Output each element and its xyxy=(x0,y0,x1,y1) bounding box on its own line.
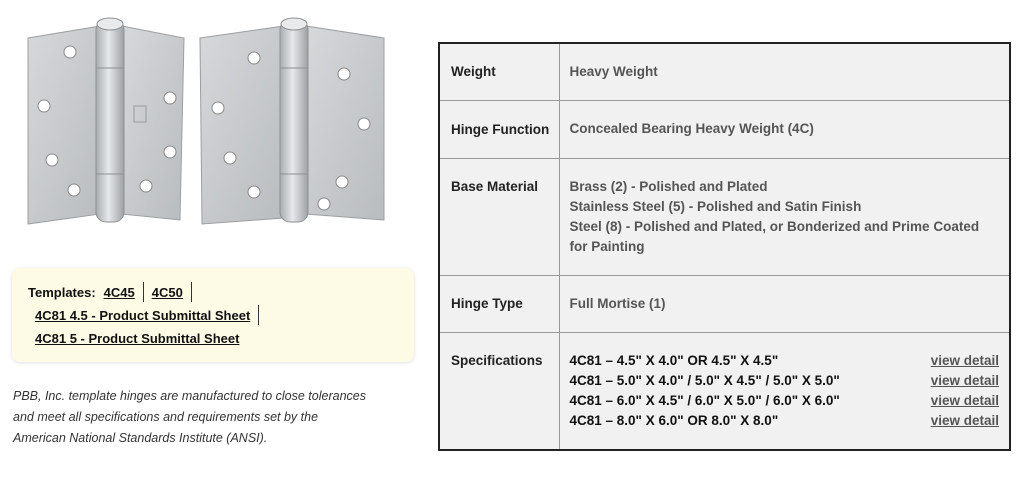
spec-size: 4C81 – 6.0" X 4.5" / 6.0" X 5.0" / 6.0" X 6.0" xyxy=(569,392,840,408)
template-link-4c50[interactable]: 4C50 xyxy=(151,284,183,300)
submittal-row xyxy=(35,331,239,346)
spec-row-type xyxy=(439,275,1010,332)
spec-row-function xyxy=(439,100,1010,158)
link-divider xyxy=(191,282,192,302)
view-detail-link[interactable]: view detail xyxy=(930,392,999,408)
spec-key: Hinge Type xyxy=(439,275,559,332)
link-divider xyxy=(143,282,144,302)
material-line: Brass (2) - Polished and Plated xyxy=(569,178,768,194)
spec-size-row xyxy=(570,391,1000,411)
view-detail-link[interactable]: view detail xyxy=(930,372,999,388)
spec-key: Specifications xyxy=(439,332,559,450)
submittal-row xyxy=(35,305,267,325)
spec-size-row xyxy=(570,411,1000,431)
spec-value xyxy=(559,332,1010,450)
templates-row xyxy=(28,282,200,302)
hinge-left xyxy=(28,18,184,224)
link-divider xyxy=(258,305,259,325)
templates-panel xyxy=(12,268,414,362)
submittal-sheet-link-4-5[interactable]: 4C81 4.5 - Product Submittal Sheet xyxy=(35,307,251,323)
submittal-sheet-link-5[interactable]: 4C81 5 - Product Submittal Sheet xyxy=(35,331,240,346)
spec-size: 4C81 – 5.0" X 4.0" / 5.0" X 4.5" / 5.0" X 5.0" xyxy=(569,372,840,388)
spec-row-weight xyxy=(439,43,1010,100)
spec-size: 4C81 – 4.5" X 4.0" OR 4.5" X 4.5" xyxy=(569,352,779,368)
spec-value: Concealed Bearing Heavy Weight (4C) xyxy=(559,100,1010,158)
spec-value xyxy=(559,158,1010,275)
material-line: Steel (8) - Polished and Plated, or Bonderized and Prime Coated for Painting xyxy=(569,218,980,254)
templates-label: Templates: xyxy=(28,284,96,300)
spec-value: Heavy Weight xyxy=(559,43,1010,100)
spec-size: 4C81 – 8.0" X 6.0" OR 8.0" X 8.0" xyxy=(569,412,779,428)
spec-size-row xyxy=(570,351,1000,371)
spec-size-row xyxy=(570,371,1000,391)
spec-row-material xyxy=(439,158,1010,275)
template-link-4c45[interactable]: 4C45 xyxy=(103,284,135,300)
view-detail-link[interactable]: view detail xyxy=(930,352,999,368)
material-line: Stainless Steel (5) - Polished and Satin Finish xyxy=(569,198,862,214)
spec-table xyxy=(438,42,1011,451)
spec-key: Weight xyxy=(439,43,559,100)
spec-value: Full Mortise (1) xyxy=(559,275,1010,332)
spec-row-specifications xyxy=(439,332,1010,450)
spec-key: Base Material xyxy=(439,158,559,275)
hinge-right xyxy=(200,18,384,224)
hinge-product-image xyxy=(22,14,392,234)
view-detail-link[interactable]: view detail xyxy=(930,412,999,428)
ansi-disclaimer: PBB, Inc. template hinges are manufactured to close tolerances and meet all specifications and requirements set by the American National Standards Institute (ANSI). xyxy=(13,389,366,445)
spec-key: Hinge Function xyxy=(439,100,559,158)
